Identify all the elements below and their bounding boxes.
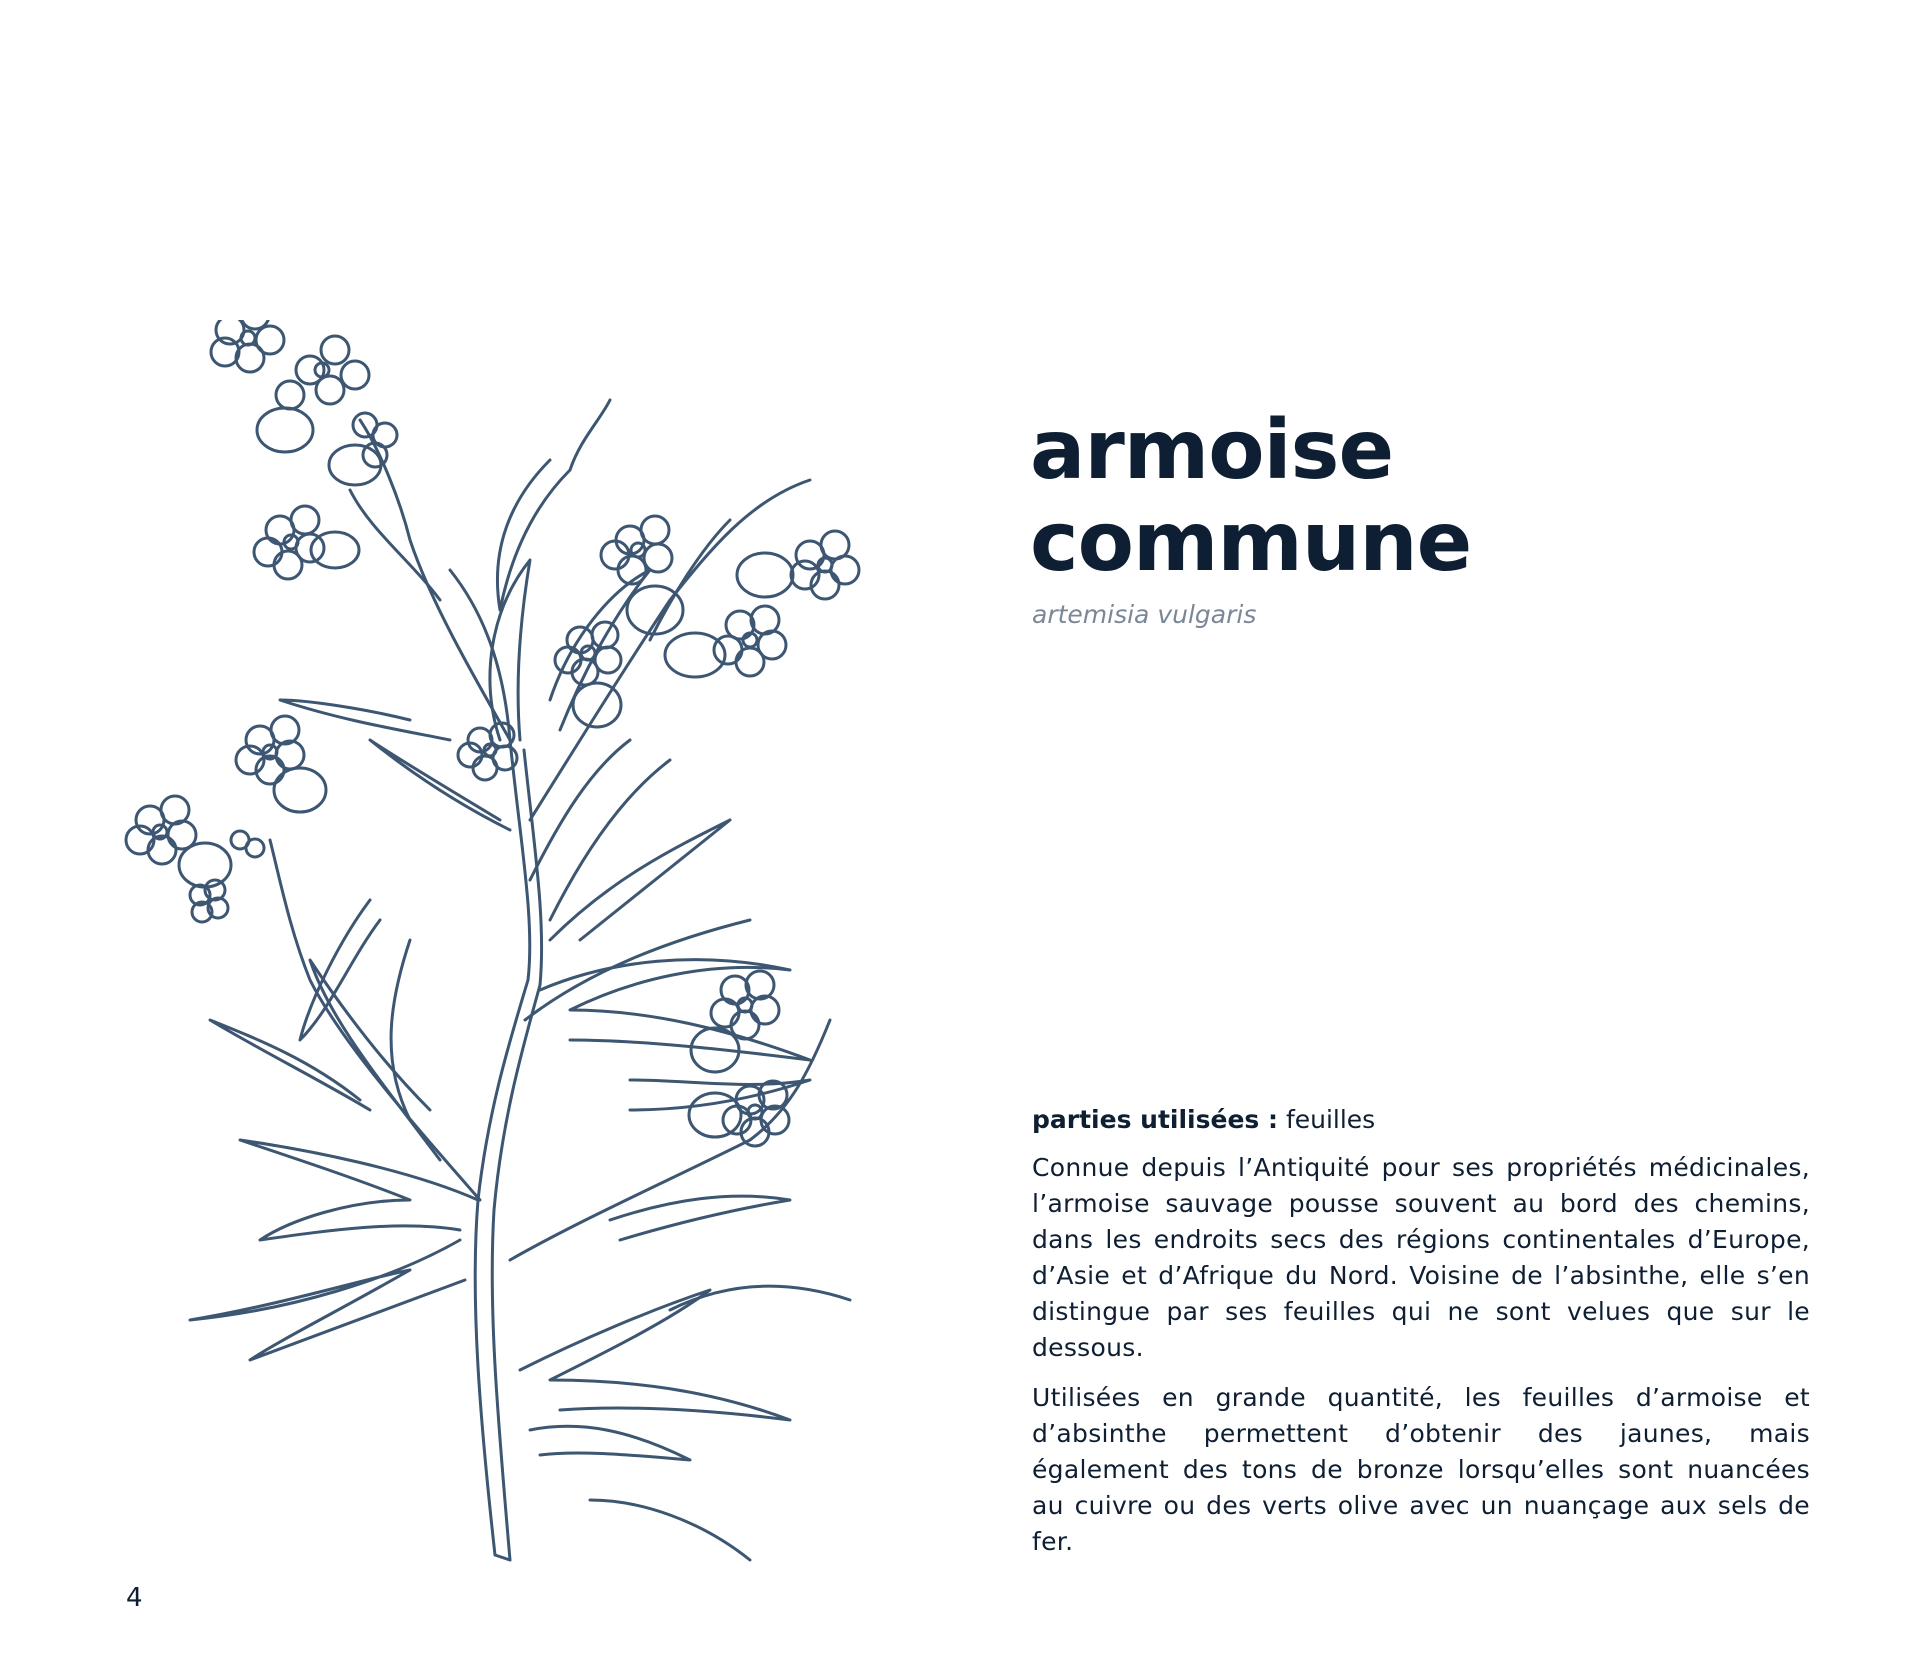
paragraph-2: Utilisées en grande quantité, les feuilles d’armoise et d’absinthe permettent d’obtenir des jaunes, mais également des tons de bronze lorsqu’elles sont nuancées au cuivre ou des verts olive avec un nuançage aux sels de fer. <box>1032 1383 1810 1556</box>
page-number: 4 <box>126 1583 143 1613</box>
title-line-2: commune <box>1030 495 1472 590</box>
paragraph-1: Connue depuis l’Antiquité pour ses propriétés médicinales, l’armoise sauvage pousse souvent au bord des chemins, dans les endroits secs des régions continentales d’Europe, d’Asie et d’Afrique du Nord. Voisine de l’absinthe, elle s’en distingue par ses feuilles qui ne sont velues que sur le dessous. <box>1032 1153 1810 1362</box>
parts-used-value: feuilles <box>1285 1105 1376 1134</box>
parts-used <box>1032 1102 1810 1138</box>
title-line-1: armoise <box>1030 403 1394 498</box>
parts-used-label: parties utilisées : <box>1032 1105 1278 1134</box>
page-title <box>1030 405 1630 589</box>
latin-name: artemisia vulgaris <box>1032 600 1257 629</box>
description-block <box>1032 1102 1810 1574</box>
plant-illustration-icon <box>110 320 940 1570</box>
mugwort-illustration <box>110 320 940 1570</box>
